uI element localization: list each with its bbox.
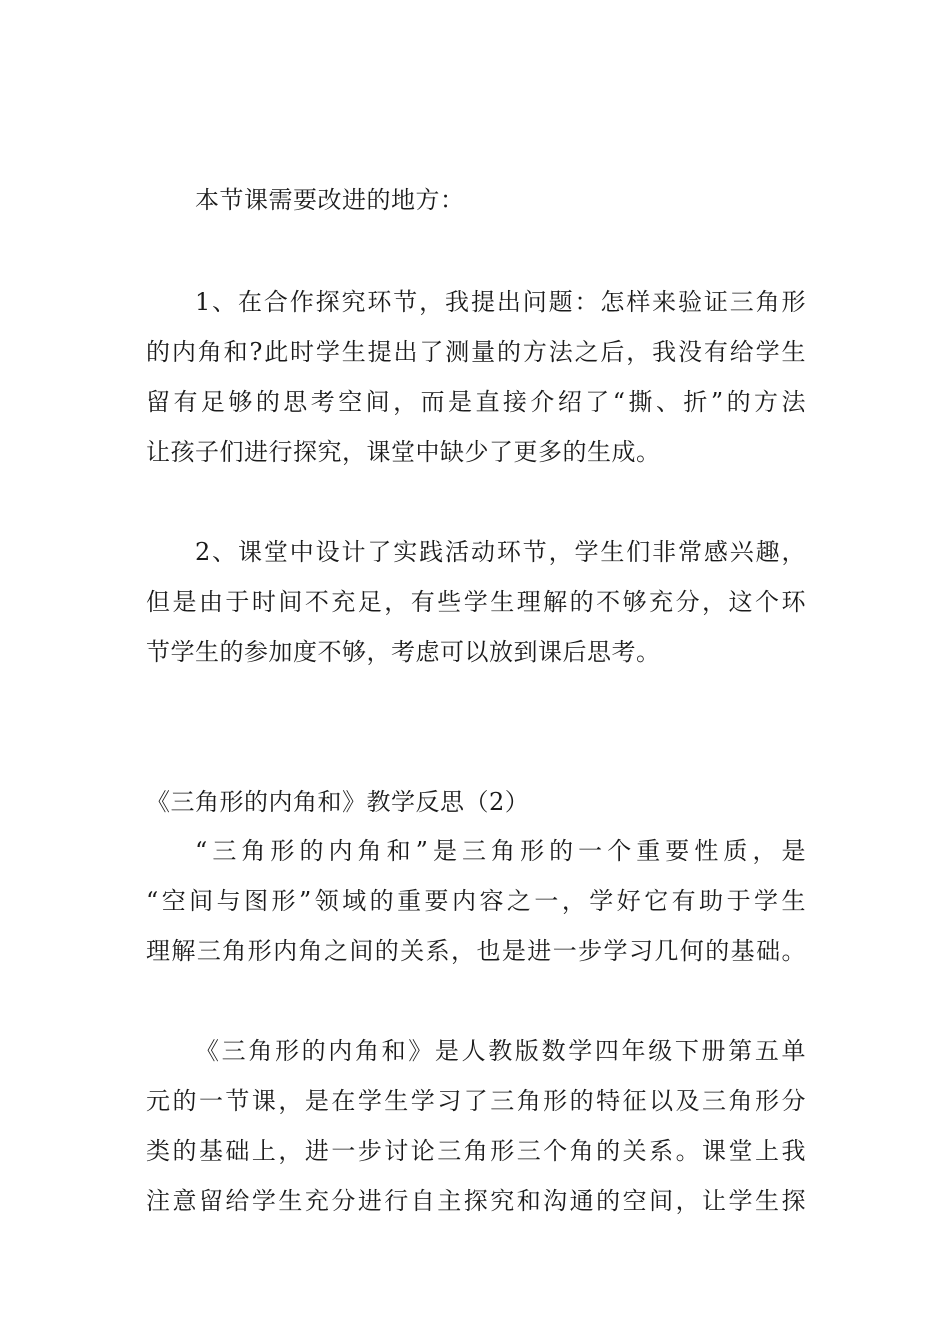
item1-line-4: 让孩子们进行探究，课堂中缺少了更多的生成。 — [146, 438, 661, 466]
item2-line-1: 2、课堂中设计了实践活动环节，学生们非常感兴趣， — [195, 538, 806, 566]
para2-line-1: 《三角形的内角和》是人教版数学四年级下册第五单 — [195, 1037, 806, 1065]
item1-line-1: 1、在合作探究环节，我提出问题：怎样来验证三角形 — [195, 288, 806, 316]
reflection2-title: 《三角形的内角和》教学反思（2） — [146, 788, 530, 816]
para1-line-1: “三角形的内角和”是三角形的一个重要性质，是 — [195, 837, 806, 865]
item1-line-2: 的内角和?此时学生提出了测量的方法之后，我没有给学生 — [146, 338, 806, 366]
para1-line-2: “空间与图形”领域的重要内容之一，学好它有助于学生 — [146, 887, 806, 915]
item1-line-3: 留有足够的思考空间，而是直接介绍了“撕、折”的方法 — [146, 388, 806, 416]
para2-line-4: 注意留给学生充分进行自主探究和沟通的空间，让学生探 — [146, 1187, 806, 1215]
item2-line-3: 节学生的参加度不够，考虑可以放到课后思考。 — [146, 638, 661, 666]
item2-line-2: 但是由于时间不充足，有些学生理解的不够充分，这个环 — [146, 588, 806, 616]
para2-line-3: 类的基础上，进一步讨论三角形三个角的关系。课堂上我 — [146, 1137, 806, 1165]
para1-line-3: 理解三角形内角之间的关系，也是进一步学习几何的基础。 — [146, 937, 806, 965]
improve-heading: 本节课需要改进的地方： — [195, 186, 465, 214]
para2-line-2: 元的一节课，是在学生学习了三角形的特征以及三角形分 — [146, 1087, 806, 1115]
